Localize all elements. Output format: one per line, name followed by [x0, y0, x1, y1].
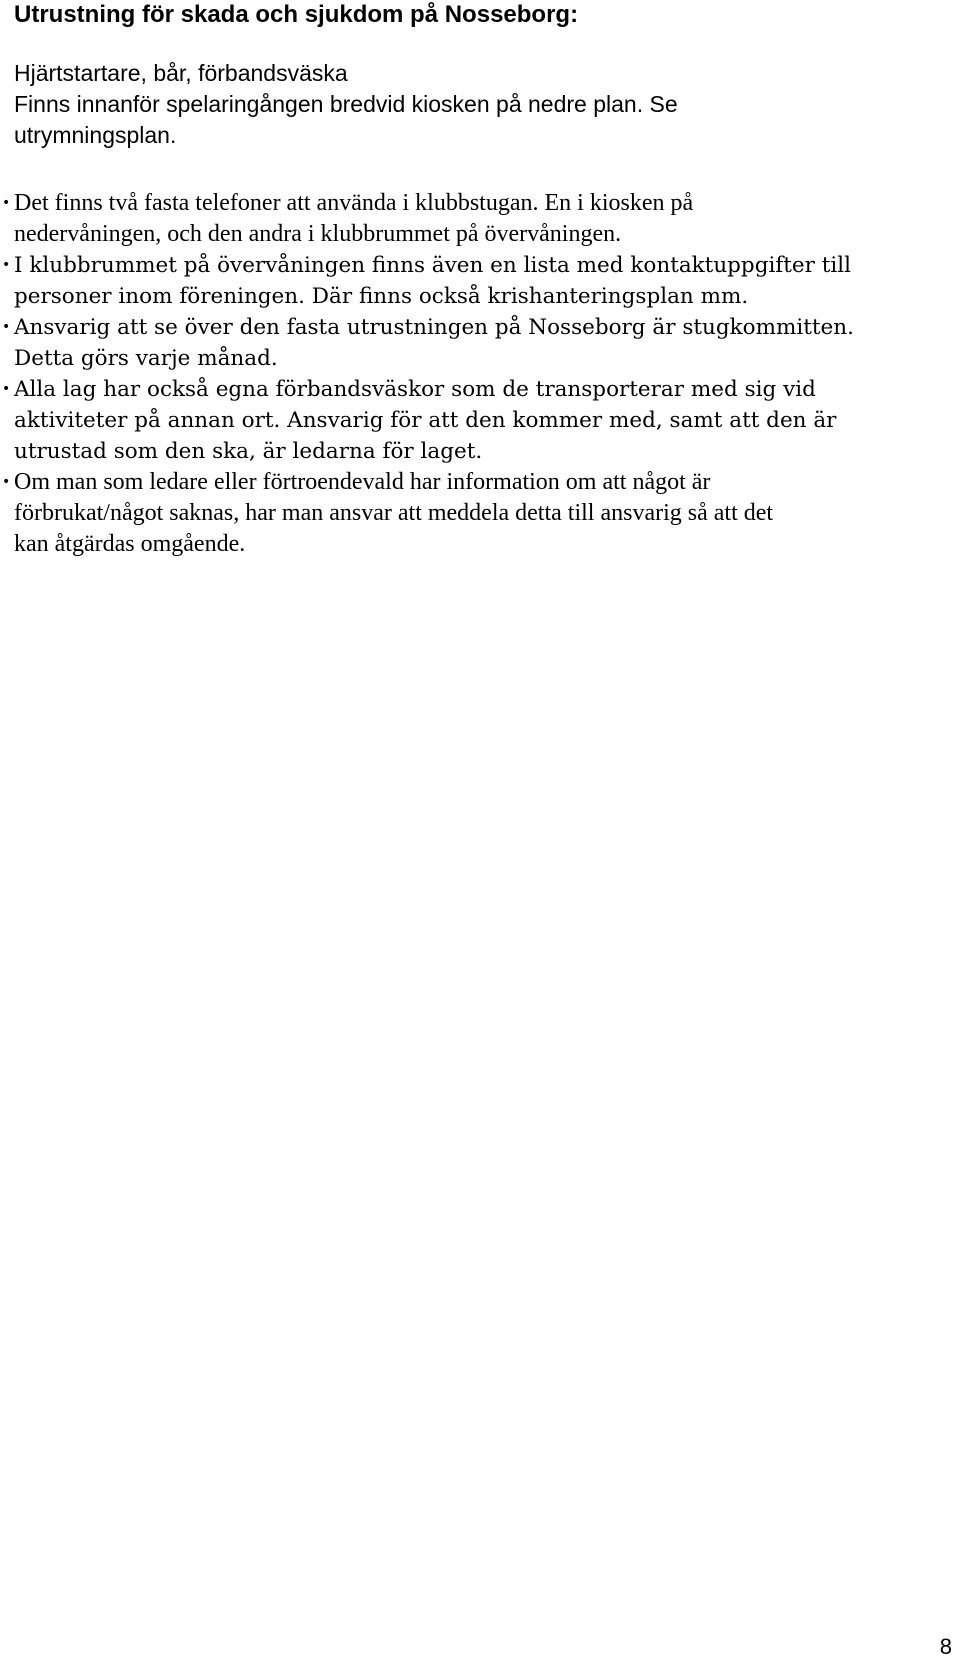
bullet-list — [0, 188, 935, 560]
list-item — [0, 467, 935, 560]
bullet-icon: • — [2, 257, 11, 273]
list-item-line: I klubbrummet på övervåningen finns även en lista med kontaktuppgifter till — [14, 253, 852, 278]
bullet-icon: • — [2, 474, 11, 490]
bullet-icon: • — [2, 381, 11, 397]
intro-line: utrymningsplan. — [14, 122, 177, 148]
list-item-line: förbrukat/något saknas, har man ansvar att meddela detta till ansvarig så att det — [14, 500, 774, 526]
list-item-line: kan åtgärdas omgående. — [14, 531, 246, 557]
list-item — [0, 250, 935, 312]
list-item-line: personer inom föreningen. Där finns också krishanteringsplan mm. — [14, 284, 749, 309]
list-item-line: nedervåningen, och den andra i klubbrummet på övervåningen. — [14, 221, 622, 247]
list-item-line: Alla lag har också egna förbandsväskor som de transporterar med sig vid — [14, 377, 816, 402]
list-item-line: Det finns två fasta telefoner att använda i klubbstugan. En i kiosken på — [14, 190, 694, 216]
list-item — [0, 188, 935, 250]
bullet-icon: • — [2, 319, 11, 335]
list-item — [0, 312, 935, 374]
list-item-line: Ansvarig att se över den fasta utrustningen på Nosseborg är stugkommitten. — [14, 315, 854, 340]
intro-line: Hjärtstartare, bår, förbandsväska — [14, 60, 348, 86]
equipment-intro — [14, 58, 934, 151]
intro-line: Finns innanför spelaringången bredvid kiosken på nedre plan. Se — [14, 91, 678, 117]
page-number: 8 — [939, 1634, 952, 1659]
bullet-icon: • — [2, 195, 11, 211]
list-item-line: Om man som ledare eller förtroendevald har information om att något är — [14, 469, 711, 495]
list-item-line: utrustad som den ska, är ledarna för laget. — [14, 439, 483, 464]
list-item-line: Detta görs varje månad. — [14, 346, 278, 371]
list-item — [0, 374, 935, 467]
section-heading: Utrustning för skada och sjukdom på Nosseborg: — [14, 1, 579, 28]
list-item-line: aktiviteter på annan ort. Ansvarig för att den kommer med, samt att den är — [14, 408, 837, 433]
